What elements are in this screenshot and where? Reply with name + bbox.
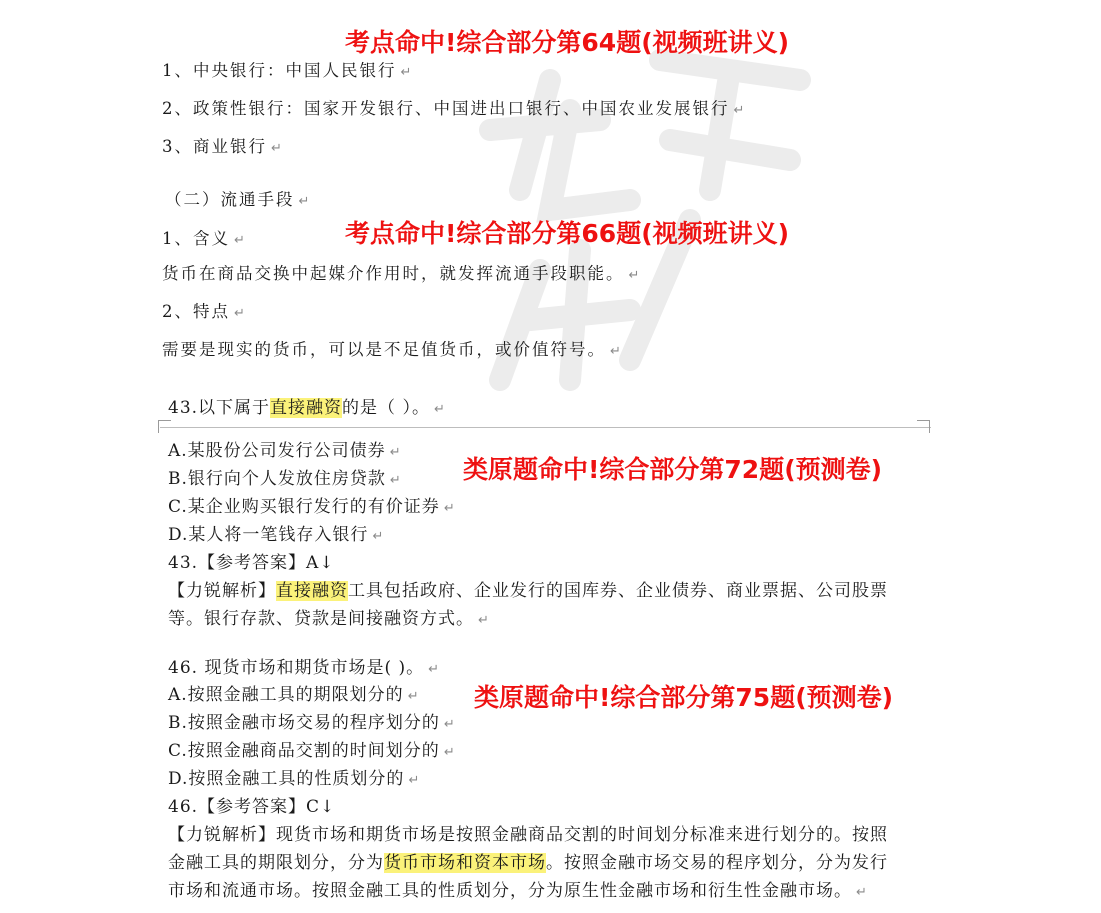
return-icon: ↵ [389,445,402,460]
q46-stem: 46. 现货市场和期货市场是( )。 ↵ [168,658,441,678]
return-icon: ↵ [443,717,456,732]
q43-stem: 43.以下属于直接融资的是（ ）。 ↵ [168,398,446,418]
return-icon: ↵ [234,233,247,248]
return-icon: ↵ [478,613,490,628]
return-icon: ↵ [389,473,402,488]
q43-explanation-1: 【力锐解析】直接融资工具包括政府、企业发行的国库券、企业债券、商业票据、公司股票 [168,581,888,601]
return-icon: ↵ [856,885,868,900]
corner-mark-left [158,420,171,433]
header-hit-66: 考点命中!综合部分第66题(视频班讲义) [345,219,790,248]
section-divider [160,427,931,428]
highlight: 货币市场和资本市场 [384,853,546,873]
return-icon: ↵ [443,501,456,516]
q46-option-b: B.按照金融市场交易的程序划分的 ↵ [168,713,456,733]
q43-explanation-2: 等。银行存款、贷款是间接融资方式。 ↵ [168,609,490,629]
return-icon: ↵ [628,268,642,283]
highlight: 直接融资 [270,398,343,418]
q46-option-d: D.按照金融工具的性质划分的 ↵ [168,769,421,789]
header-hit-64: 考点命中!综合部分第64题(视频班讲义) [345,28,790,57]
return-icon: ↵ [372,529,385,544]
return-icon: ↵ [298,194,312,209]
return-icon: ↵ [271,141,284,156]
handout-line-1: 1、中央银行：中国人民银行 ↵ [162,61,414,80]
return-icon: ↵ [610,344,623,359]
return-icon: ↵ [433,402,446,417]
header-hit-75: 类原题命中!综合部分第75题(预测卷) [474,683,894,712]
q46-explanation-1: 【力锐解析】现货市场和期货市场是按照金融商品交割的时间划分标准来进行划分的。按照 [168,825,888,845]
q46-option-a: A.按照金融工具的期限划分的 ↵ [168,685,420,705]
q43-option-d: D.某人将一笔钱存入银行 ↵ [168,525,385,545]
return-icon: ↵ [408,773,421,788]
return-icon: ↵ [733,103,747,118]
return-icon: ↵ [234,306,247,321]
q46-explanation-2: 金融工具的期限划分，分为货币市场和资本市场。按照金融市场交易的程序划分，分为发行 [168,853,888,873]
q46-answer: 46.【参考答案】C↓ [168,797,336,817]
handout-line-6: 货币在商品交换中起媒介作用时，就发挥流通手段职能。 ↵ [162,264,642,283]
q43-option-c: C.某企业购买银行发行的有价证券 ↵ [168,497,456,517]
handout-line-8: 需要是现实的货币，可以是不足值货币，或价值符号。 ↵ [162,340,623,359]
return-icon: ↵ [428,662,441,677]
handout-line-5: 1、含义 ↵ [162,229,247,248]
corner-mark-right [917,420,930,433]
handout-line-2: 2、政策性银行：国家开发银行、中国进出口银行、中国农业发展银行 ↵ [162,99,747,118]
handout-line-7: 2、特点 ↵ [162,302,247,321]
q43-answer: 43.【参考答案】A↓ [168,553,335,573]
q46-explanation-3: 市场和流通市场。按照金融工具的性质划分，分为原生性金融市场和衍生性金融市场。 ↵ [168,881,868,901]
handout-line-3: 3、商业银行 ↵ [162,137,284,156]
return-icon: ↵ [407,689,420,704]
q43-option-b: B.银行向个人发放住房贷款 ↵ [168,469,402,489]
return-icon: ↵ [443,745,456,760]
handout-line-4: （二）流通手段 ↵ [165,190,312,209]
q43-option-a: A.某股份公司发行公司债券 ↵ [168,441,402,461]
header-hit-72: 类原题命中!综合部分第72题(预测卷) [463,455,883,484]
return-icon: ↵ [400,65,414,80]
q46-option-c: C.按照金融商品交割的时间划分的 ↵ [168,741,456,761]
highlight: 直接融资 [276,581,348,601]
